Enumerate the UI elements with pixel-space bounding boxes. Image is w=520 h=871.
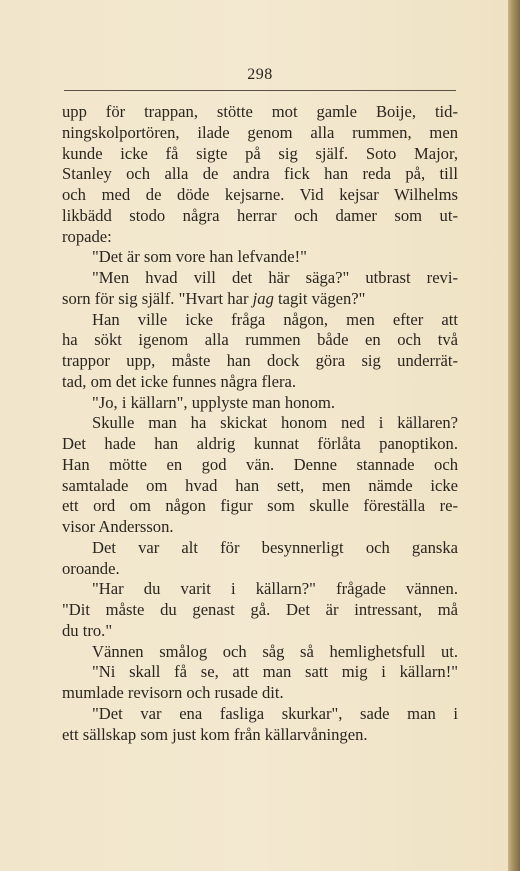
- text-line: ett ord om någon figur som skulle föreställa re-: [62, 496, 458, 516]
- page-number: 298: [247, 66, 273, 83]
- text-line: visor Andersson.: [62, 517, 174, 536]
- text-line: samtalade om hvad han sett, men nämde icke: [62, 475, 458, 495]
- text-line: "Det var ena fasliga skurkar", sade man i: [92, 703, 458, 723]
- text-line: oroande.: [62, 558, 120, 578]
- text-line: Vännen smålog och såg så hemlighetsfull ut.: [92, 641, 458, 661]
- text-line: du tro.": [62, 620, 113, 640]
- text-line: [62, 289, 458, 310]
- text-line: upp för trappan, stötte mot gamle Boije, tid-: [62, 102, 458, 121]
- text-line: Han ville icke fråga någon, men efter att: [92, 309, 458, 329]
- text-line: "Har du varit i källarn?" frågade vännen.: [92, 579, 458, 599]
- page-edge: [508, 0, 520, 871]
- text-segment: sorn för sig själf. "Hvart har: [62, 288, 253, 308]
- text-line: "Jo, i källarn", upplyste man honom.: [92, 392, 336, 412]
- text-line: ningskolportören, ilade genom alla rummen, men: [62, 122, 458, 142]
- text-line: mumlade revisorn och rusade dit.: [62, 683, 284, 702]
- text-line: Stanley och alla de andra fick han reda på, till: [62, 164, 458, 184]
- text-line: likbädd stodo några herrar och damer som ut-: [62, 205, 458, 225]
- text-line: "Ni skall få se, att man satt mig i källarn!": [92, 662, 458, 682]
- text-line: "Dit måste du genast gå. Det är intressant, må: [62, 600, 458, 619]
- text-line: ett sällskap som just kom från källarvåningen.: [62, 724, 368, 744]
- text-line: "Det är som vore han lefvande!": [92, 247, 307, 267]
- text-line: ha sökt igenom alla rummen både en och två: [62, 330, 458, 350]
- text-line: Det var alt för besynnerligt och ganska: [92, 537, 458, 557]
- text-line: ropade:: [62, 226, 112, 246]
- text-line: "Men hvad vill det här säga?" utbrast revi-: [92, 268, 458, 287]
- text-line: trappor upp, måste han dock göra sig underrät-: [62, 351, 458, 370]
- text-line: Det hade han aldrig kunnat förlåta panoptikon.: [62, 434, 458, 453]
- header-rule: [64, 90, 456, 91]
- text-line: kunde icke få sigte på sig själf. Soto Major,: [62, 143, 458, 163]
- body-text: [62, 102, 458, 745]
- text-line: Han mötte en god vän. Denne stannade och: [62, 454, 458, 474]
- text-line: och med de döde kejsarne. Vid kejsar Wilhelms: [62, 185, 458, 204]
- text-segment: tagit vägen?": [273, 288, 366, 308]
- text-line: tad, om det icke funnes några flera.: [62, 371, 297, 391]
- text-line: Skulle man ha skickat honom ned i källaren?: [92, 413, 458, 433]
- emphasized-word: jag: [252, 288, 274, 308]
